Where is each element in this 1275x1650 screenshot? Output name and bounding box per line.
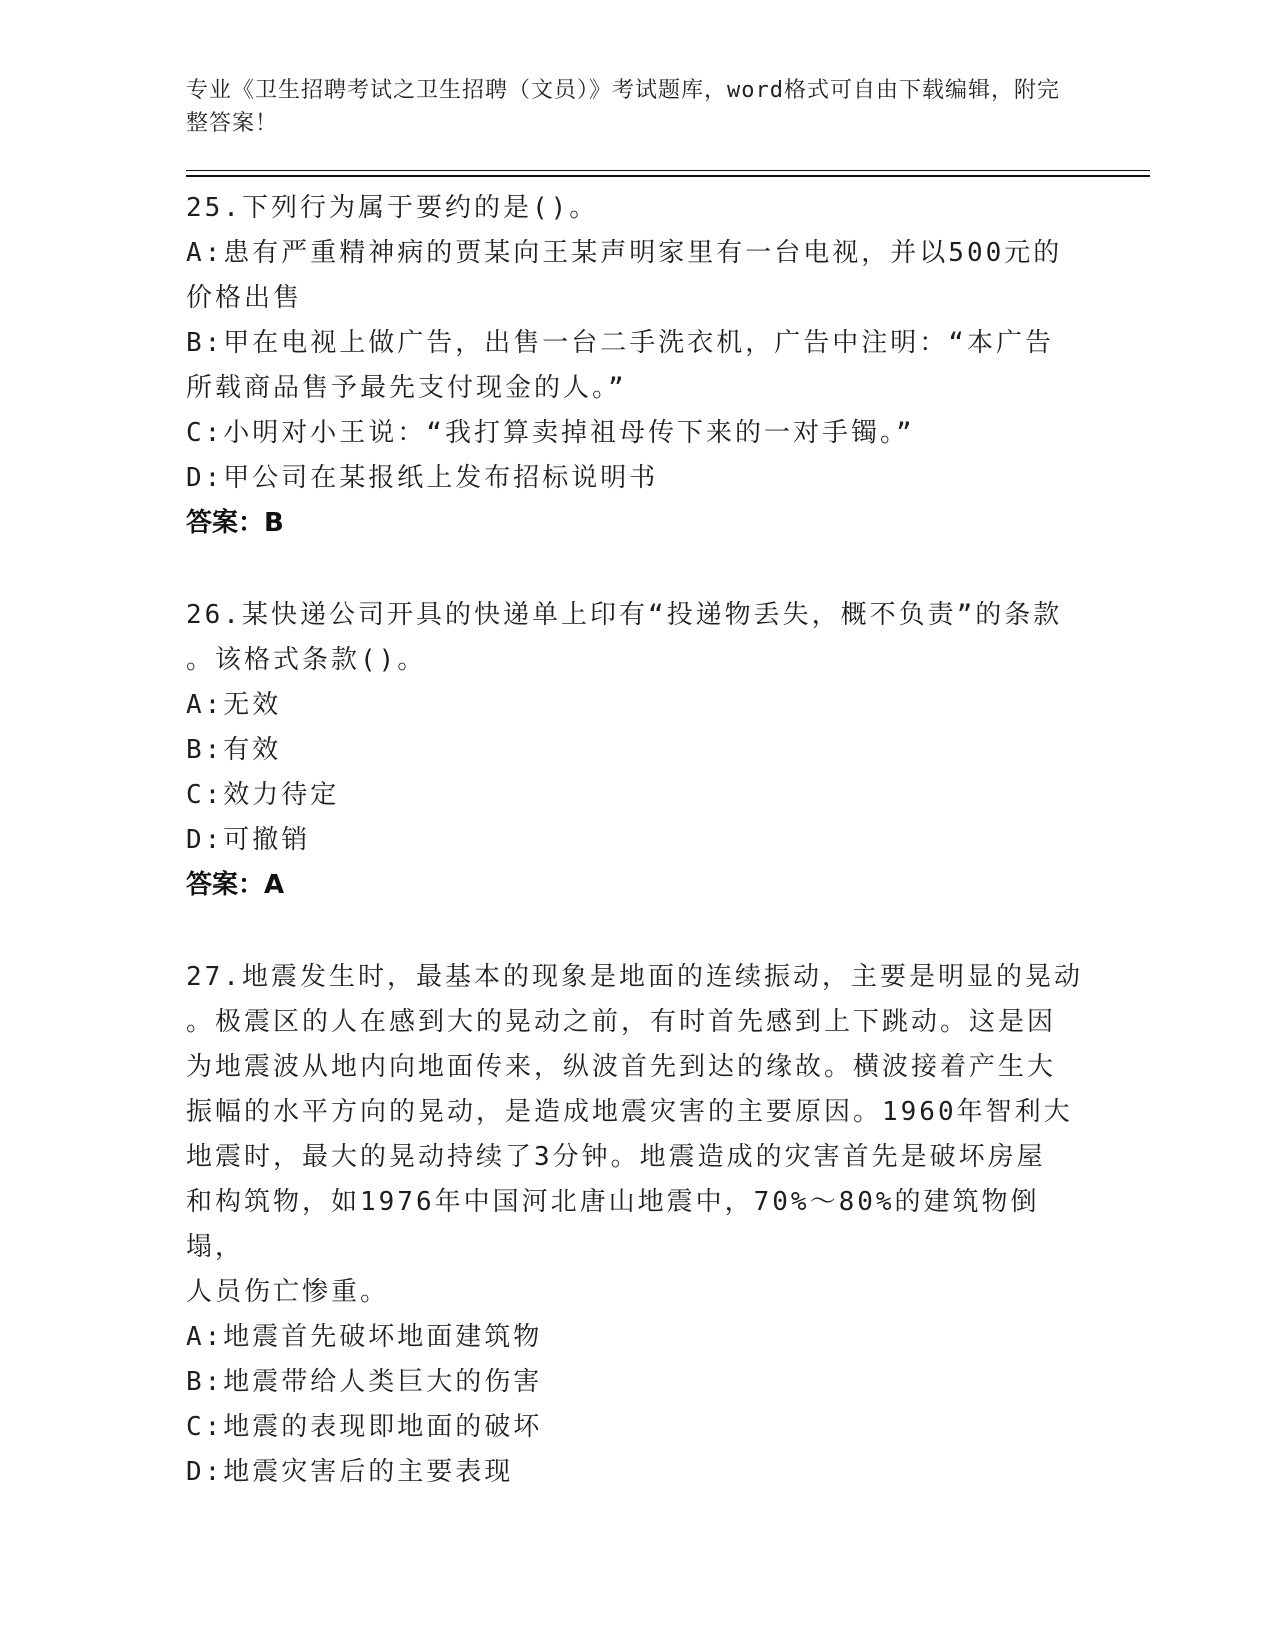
question-stem-line: 27.地震发生时，最基本的现象是地面的连续振动，主要是明显的晃动 [186,962,1083,992]
question-27 [186,955,1086,1495]
document-header: 专业《卫生招聘考试之卫生招聘（文员）》考试题库，word格式可自由下载编辑，附完整答案！ [186,78,1060,136]
header-divider-thick [186,175,1150,177]
option-a-line-1: A:患有严重精神病的贾某向王某声明家里有一台电视，并以500元的 [186,238,1063,268]
question-25 [186,186,1086,546]
question-stem-line: 。该格式条款()。 [186,645,427,675]
answer-label: 答案：A [186,870,285,900]
question-26 [186,593,1086,908]
option-c-line-1: C:小明对小王说：“我打算卖掉祖母传下来的一对手镯。” [186,418,915,448]
spacer [186,908,1086,955]
question-stem-line: 人员伤亡惨重。 [186,1277,390,1307]
option-a-line-1: A:地震首先破坏地面建筑物 [186,1322,543,1352]
question-stem-line: 地震时，最大的晃动持续了3分钟。地震造成的灾害首先是破坏房屋 [186,1142,1046,1172]
question-stem-line: 和构筑物，如1976年中国河北唐山地震中，70%～80%的建筑物倒塌， [186,1187,1040,1262]
option-d-line-1: D:地震灾害后的主要表现 [186,1457,514,1487]
option-d-line-1: D:可撤销 [186,825,311,855]
answer-label: 答案：B [186,508,284,538]
option-b-line-1: B:甲在电视上做广告，出售一台二手洗衣机，广告中注明：“本广告 [186,328,1054,358]
question-stem-line: 25.下列行为属于要约的是()。 [186,193,599,223]
option-c-line-1: C:效力待定 [186,780,340,810]
option-b-line-1: B:有效 [186,735,282,765]
question-stem-line: 为地震波从地内向地面传来，纵波首先到达的缘故。横波接着产生大 [186,1052,1057,1082]
question-stem-line: 。极震区的人在感到大的晃动之前，有时首先感到上下跳动。这是因 [186,1007,1057,1037]
option-b-line-2: 所载商品售予最先支付现金的人。” [186,373,627,403]
option-c-line-1: C:地震的表现即地面的破坏 [186,1412,543,1442]
option-a-line-2: 价格出售 [186,283,303,313]
option-d-line-1: D:甲公司在某报纸上发布招标说明书 [186,463,659,493]
question-list [186,186,1086,1495]
spacer [186,546,1086,593]
option-b-line-1: B:地震带给人类巨大的伤害 [186,1367,543,1397]
header-divider-thin [186,170,1150,171]
option-a-line-1: A:无效 [186,690,282,720]
question-stem-line: 26.某快递公司开具的快递单上印有“投递物丢失，概不负责”的条款 [186,600,1063,630]
question-stem-line: 振幅的水平方向的晃动，是造成地震灾害的主要原因。1960年智利大 [186,1097,1073,1127]
